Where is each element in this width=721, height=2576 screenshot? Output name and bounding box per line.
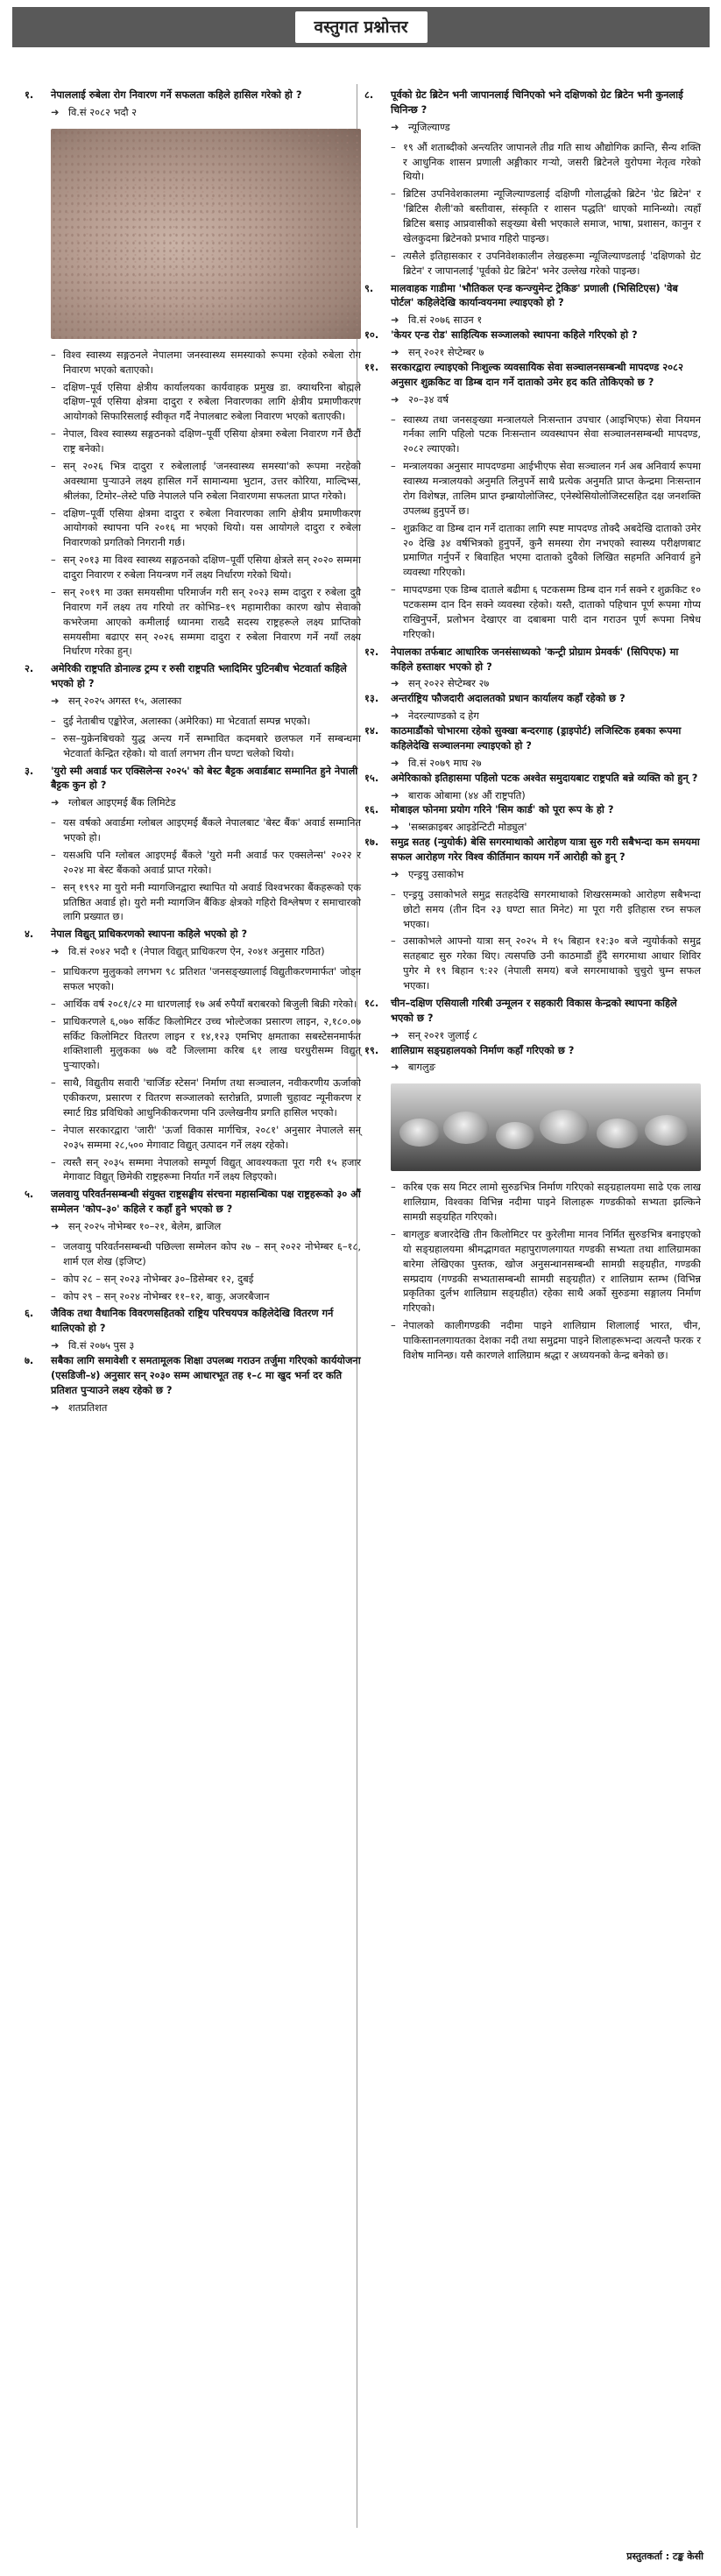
answer-arrow-icon: ➜ <box>391 677 399 690</box>
answer <box>391 709 701 723</box>
answer-point: – जलवायु परिवर्तनसम्बन्धी पछिल्ला सम्मेलन कोप २७ – सन् २०२२ नोभेम्बर ६–१८, शार्म एल शेख (इजिप्ट) <box>51 1239 361 1269</box>
answer-point: – साथै, विद्युतीय सवारी 'चार्जिङ स्टेसन' निर्माण तथा सञ्चालन, नवीकरणीय ऊर्जाको एकीकरण, प्रसारण र वितरण सञ्जालको स्तरोन्नति, प्रणाली चुहावट न्यूनीकरण र स्मार्ट ग्रिड प्रविधिको आधुनिकीकरणमा पनि उल्लेखनीय प्रगति हासिल भएको। <box>51 1076 361 1120</box>
exhibit-shape <box>540 1110 589 1144</box>
answer-point: – ब्रिटिस उपनिवेशकालमा न्यूजिल्याण्डलाई दक्षिणी गोलार्द्धको ब्रिटेन 'ग्रेट ब्रिटेन' र 'ब्रिटिस शैली'को बस्तीवास, संस्कृति र शासन पद्धति' धाएको मानिन्थ्यो। त्यहाँ ब्रिटिस बसाइ आप्रवासीको सङ्ख्या बेसी भएकाले समाज, भाषा, प्रशासन, कानुन र खेलकुदमा ब्रिटेनको प्रभाव गहिरो पाइन्छ। <box>391 187 701 246</box>
answer-text: नेदरल्याण्डको द हेग <box>408 709 479 723</box>
question <box>364 645 701 674</box>
question-number: १. <box>25 88 34 101</box>
question-number: ६. <box>25 1307 34 1320</box>
answer-points <box>51 714 361 761</box>
answer <box>391 1028 701 1043</box>
question <box>364 328 701 342</box>
qa-item <box>364 328 701 360</box>
answer-point: – करिब एक सय मिटर लामो सुरुङभित्र निर्माण गरिएको सङ्ग्रहालयमा साढे एक लाख शालिग्राम, विश्वका विभिन्न नदीमा पाइने शिलाहरू गण्डकीको सभ्यता झल्किने सामग्री सङ्ग्रहित गरिएको। <box>391 1180 701 1224</box>
qa-item <box>364 771 701 803</box>
answer-arrow-icon: ➜ <box>51 945 60 958</box>
answer-point: – सन् २०१९ मा उक्त समयसीमा परिमार्जन गरी सन् २०२३ सम्म दादुरा र रुबेला दुवै निवारण गर्ने लक्ष्य तय गरियो तर कोभिड–१९ महामारीका कारण खोप सेवाको कभरेजमा आएको कमीलाई ध्यानमा राख्दै सदस्य राष्ट्रहरूले लक्ष्य प्राप्तिको समयसीमा बढाएर सन् २०२६ सम्ममा दादुरा र रुबेला निवारण गर्ने नयाँ लक्ष्य निर्धारण गरेका हुन्। <box>51 585 361 659</box>
qa-item <box>25 88 361 659</box>
answer-point: – त्यसैले इतिहासकार र उपनिवेशकालीन लेखहरूमा न्यूजिल्याण्डलाई 'दक्षिणको ग्रेट ब्रिटेन' र जापानलाई 'पूर्वको ग्रेट ब्रिटेन' भनेर उल्लेख गरेको पाइन्छ। <box>391 249 701 279</box>
answer-point: – यस वर्षको अवार्डमा ग्लोबल आइएमई बैंकले नेपालबाट 'बेस्ट बैंक' अवार्ड सम्मानित भएको हो। <box>51 815 361 845</box>
answer-point: – रुस–युक्रेनबिचको युद्ध अन्त्य गर्ने सम्भावित कदमबारे छलफल गर्ने सम्बन्धमा भेटवार्ता केन्द्रित रहेको। यो वार्ता लगभग तीन घण्टा चलेको थियो। <box>51 731 361 761</box>
question-number: ५. <box>25 1188 34 1201</box>
question <box>364 996 701 1026</box>
qa-item <box>25 1306 361 1353</box>
qa-item <box>25 764 361 925</box>
question-text: शालिग्राम सङ्ग्रहालयको निर्माण कहाँ गरिएको छ ? <box>391 1043 575 1056</box>
answer-arrow-icon: ➜ <box>391 1061 399 1074</box>
answer-point: – दक्षिण–पूर्व एसिया क्षेत्रीय कार्यालयका कार्यवाहक प्रमुख डा. क्याथरिना बोह्मले दक्षिण–पूर्व एसिया क्षेत्रमा दादुरा र रुबेला निवारणका लागि क्षेत्रीय प्रमाणीकरण आयोगको सिफारिसलाई स्वीकृत गर्दै नेपालबाट रुबेला निवारण भएको बताएकी। <box>51 380 361 425</box>
answer-point: – दुई नेताबीच एङ्कोरेज, अलास्का (अमेरिका) मा भेटवार्ता सम्पन्न भएको। <box>51 714 361 729</box>
qa-item <box>364 360 701 642</box>
answer-arrow-icon: ➜ <box>391 1028 399 1041</box>
question-text: नेपाललाई रुबेला रोग निवारण गर्ने सफलता कहिले हासिल गरेको हो ? <box>51 88 302 101</box>
question-number: ११. <box>364 360 379 373</box>
question-number: ४. <box>25 928 34 941</box>
question-number: ७. <box>25 1354 34 1366</box>
answer-text: सन् २०२१ जुलाई ८ <box>408 1028 478 1041</box>
answer <box>51 944 361 959</box>
question-number: १८. <box>364 996 379 1009</box>
answer-text: २०–३४ वर्ष <box>408 392 449 406</box>
answer-points <box>51 1239 361 1304</box>
answer <box>51 694 361 709</box>
exhibit-shape <box>399 1119 440 1147</box>
answer-point: – आर्थिक वर्ष २०८१/८२ मा धारणलाई १७ अर्ब रुपैयाँ बराबरको बिजुली बिक्री गरेको। <box>51 997 361 1012</box>
question-text: जलवायु परिवर्तनसम्बन्धी संयुक्त राष्ट्रसङ्घीय संरचना महासन्धिका पक्ष राष्ट्रहरूको ३० औं सम्मेलन 'कोप–३०' कहिले र कहाँ हुने भएको छ ? <box>51 1188 361 1216</box>
question <box>25 1187 361 1217</box>
qa-item <box>364 835 701 993</box>
answer <box>391 867 701 882</box>
question <box>25 661 361 691</box>
question <box>25 88 361 102</box>
question-text: पूर्वको ग्रेट ब्रिटेन भनी जापानलाई चिनिएको भने दक्षिणको ग्रेट ब्रिटेन भनी कुनलाई चिनिन्छ ? <box>391 88 683 116</box>
question-number: ३. <box>25 764 34 777</box>
question <box>364 691 701 706</box>
answer-point: – बागलुङ बजारदेखि तीन किलोमिटर पर कुरेलीमा मानव निर्मित सुरुङभित्र बनाइएको यो सङ्ग्रहालयमा श्रीमद्भागवत महापुराणलगायत गण्डकी सभ्यता तथा शालिग्रामका बारेमा लेखिएका पुस्तक, खोज अनुसन्धानसम्बन्धी सामग्री सङ्ग्रहीत, गण्डकी सम्प्रदाय (गण्डकी सभ्यतासम्बन्धी सामग्री सङ्ग्रहीत) र शालिग्राम स्तम्भ (विभिन्न प्रकृतिका दुर्लभ शालिग्राम सङ्ग्रहीत) रहेका साथै अर्को सुरुङमा सङ्गालय निर्माण गरिएको। <box>391 1227 701 1316</box>
answer-text: वि.सं २०७९ माघ २७ <box>408 756 482 769</box>
question <box>364 281 701 311</box>
rubella-rash-photo <box>51 129 361 339</box>
answer-points <box>51 815 361 924</box>
question-text: अमेरिकी राष्ट्रपति डोनाल्ड ट्रम्प र रुसी राष्ट्रपति भ्लादिमिर पुटिनबीच भेटवार्ता कहिले भएको हो ? <box>51 662 347 690</box>
answer-point: – १९ औं शताब्दीको अन्त्यतिर जापानले तीव्र गति साथ औद्योगिक क्रान्ति, सैन्य शक्ति र आधुनिक शासन प्रणाली अङ्गीकार गऱ्यो, जसरी ब्रिटेनले युरोपमा नेतृत्व गरेको थियो। <box>391 140 701 185</box>
question <box>25 1353 361 1398</box>
answer-text: 'सब्सक्राइबर आइडेन्टिटी मोड्युल' <box>408 821 527 834</box>
answer-point: – प्राधिकरण मुलुकको लगभग ९८ प्रतिशत 'जनसङ्ख्यालाई विद्युतीकरणमार्फत' जोड्न सफल भएको। <box>51 964 361 994</box>
answer <box>51 795 361 810</box>
qa-item <box>364 645 701 692</box>
answer-point: – सन् २०१३ मा विश्व स्वास्थ्य सङ्गठनको दक्षिण–पूर्वी एसिया क्षेत्रले सन् २०२० सम्ममा दादुरा निवारण र रुबेला नियन्त्रण गर्ने लक्ष्य निर्धारण गरेको थियो। <box>51 553 361 582</box>
question-number: १४. <box>364 724 379 737</box>
answer <box>391 756 701 771</box>
answer-arrow-icon: ➜ <box>391 314 399 327</box>
answer-arrow-icon: ➜ <box>51 1339 60 1352</box>
exhibit-shape <box>645 1115 689 1146</box>
answer-points <box>391 140 701 279</box>
answer-text: ग्लोबल आइएमई बैंक लिमिटेड <box>68 796 176 809</box>
qa-item <box>364 802 701 835</box>
question-text: नेपाल विद्युत् प्राधिकरणको स्थापना कहिले भएको हो ? <box>51 928 248 941</box>
question-number: १५. <box>364 771 379 784</box>
answer-point: – मन्त्रालयका अनुसार मापदण्डमा आईभीएफ सेवा सञ्चालन गर्न अब अनिवार्य रूपमा स्वास्थ्य मन्त्रालयको अनुमति लिनुपर्ने साथै प्रत्येक अनुमति प्राप्त केन्द्रमा निःसन्तान रोग विशेषज्ञ, तालिम प्राप्त इम्ब्रायोलोजिस्ट, एनेस्थेसियोलोजिस्टसहित दक्ष जनशक्ति उपलब्ध हुनुपर्ने छ। <box>391 459 701 519</box>
qa-item <box>364 691 701 723</box>
answer-text: वि.सं २०४२ भदौ १ (नेपाल विद्युत् प्राधिकरण ऐन, २०४१ अनुसार गठित) <box>68 945 325 958</box>
question-number: ८. <box>364 88 374 101</box>
question <box>364 1043 701 1058</box>
answer-points <box>51 348 361 660</box>
qa-item <box>25 927 361 1184</box>
answer-arrow-icon: ➜ <box>51 105 60 118</box>
qa-item <box>364 723 701 771</box>
museum-photo <box>391 1083 701 1171</box>
qa-item <box>364 996 701 1043</box>
qa-item <box>25 661 361 760</box>
answer-point: – नेपाल सरकारद्वारा 'जारी' 'ऊर्जा विकास मार्गचित्र, २०८१' अनुसार नेपालले सन् २०३५ सम्ममा २८,५०० मेगावाट विद्युत् उत्पादन गर्ने लक्ष्य रहेको। <box>51 1123 361 1153</box>
answer <box>391 820 701 835</box>
answer-arrow-icon: ➜ <box>391 788 399 801</box>
answer <box>391 392 701 407</box>
answer <box>391 120 701 135</box>
question-text: 'केयर एन्ड रोड' साहित्यिक सञ्जालको स्थापना कहिले गरिएको हो ? <box>391 328 638 342</box>
question-text: 'युरो स्मी अवार्ड फर एक्सिलेन्स २०२५' को बेस्ट बैट्टक अवार्डबाट सम्मानित हुने नेपाली बैट्टक कुन हो ? <box>51 764 358 792</box>
answer-text: न्यूजिल्याण्ड <box>408 120 450 133</box>
question <box>25 1306 361 1336</box>
question-text: मोबाइल फोनमा प्रयोग गरिने 'सिम कार्ड' को पूरा रूप के हो ? <box>391 803 614 816</box>
answer-text: बाराक ओबामा (४४ औं राष्ट्रपति) <box>408 788 526 801</box>
right-column <box>364 88 701 1366</box>
answer-text: बागलुङ <box>408 1061 435 1074</box>
answer-point: – एन्ड्रयु उसाकोभले समुद्र सतहदेखि सगरमाथाको शिखरसम्मको आरोहण सबैभन्दा छोटो समय (तीन दिन २३ घण्टा सात मिनेट) मा पूरा गरी इतिहास रच्न सफल भएका। <box>391 887 701 932</box>
answer <box>391 313 701 328</box>
question-text: चीन–दक्षिण एसियाली गरिबी उन्मूलन र सहकारी विकास केन्द्रको स्थापना कहिले भएको छ ? <box>391 996 677 1024</box>
question <box>364 771 701 786</box>
answer-points <box>51 964 361 1184</box>
answer-point: – कोप २९ – सन् २०२४ नोभेम्बर ११–१२, बाकु, अजरबैजान <box>51 1289 361 1304</box>
question-number: १३. <box>364 692 379 705</box>
credit-line: प्रस्तुतकर्ता : टङ्क केसी <box>626 2550 703 2562</box>
answer-arrow-icon: ➜ <box>391 120 399 133</box>
answer-point: – दक्षिण–पूर्वी एसिया क्षेत्रमा दादुरा र रुबेला निवारणका लागि क्षेत्रीय प्रमाणीकरण आयोगको स्थापना पनि २०१६ मा भएको थियो। यस आयोगले दादुरा र रुबेला निवारणको प्रगतिको निगरानी गर्छ। <box>51 506 361 551</box>
exhibit-shape <box>496 1122 534 1149</box>
question-number: १९. <box>364 1043 379 1056</box>
page-title: वस्तुगत प्रश्नोत्तर <box>295 11 428 43</box>
answer-text: वि.सं २०७६ साउन १ <box>408 314 483 327</box>
question-text: सबैका लागि समावेशी र समतामूलक शिक्षा उपलब्ध गराउन तर्जुमा गरिएको कार्ययोजना (एसडिजी–४) अनुसार सन् २०३० सम्म आधारभूत तह १–८ मा खुद भर्ना दर कति प्रतिशत पुऱ्याउने लक्ष्य रहेको छ ? <box>51 1354 361 1396</box>
question-number: १२. <box>364 645 379 658</box>
answer <box>51 1338 361 1353</box>
answer-arrow-icon: ➜ <box>391 756 399 769</box>
answer-point: – प्राधिकरणले ६,०७० सर्किट किलोमिटर उच्च भोल्टेजका प्रसारण लाइन, २,१८०.०७ सर्किट किलोमिटर वितरण लाइन र १४,१२३ एमभिए क्षमताका सबस्टेसनमार्फत शक्तिशाली मुलुकका ७७ वटै जिल्लामा करिब ६१ लाख घरधुरीसम्म विद्युत् पुऱ्याएको। <box>51 1014 361 1074</box>
qa-item <box>364 88 701 279</box>
qa-item <box>364 1043 701 1363</box>
answer <box>391 345 701 360</box>
question-text: नेपालका तर्फबाट आधारिक जनसंसाध्यको 'कन्ट्री प्रोग्राम प्रेमवर्क' (सिपिएफ) मा कहिले हस्ताक्षर भएको हो ? <box>391 645 679 673</box>
answer-text: एन्ड्रयु उसाकोभ <box>408 867 464 880</box>
answer-arrow-icon: ➜ <box>51 695 60 707</box>
question <box>364 360 701 390</box>
question-number: १६. <box>364 803 379 816</box>
question-text: अमेरिकाको इतिहासमा पहिलो पटक अश्वेत समुदायबाट राष्ट्रपति बन्ने व्यक्ति को हुन् ? <box>391 771 698 784</box>
question <box>25 764 361 794</box>
question-number: ९. <box>364 281 374 294</box>
qa-item <box>25 1353 361 1415</box>
answer-arrow-icon: ➜ <box>51 1220 60 1232</box>
answer-point: – नेपाल, विश्व स्वास्थ्य सङ्गठनको दक्षिण–पूर्वी एसिया क्षेत्रमा रुबेला निवारण गर्ने छैटौं राष्ट्र बनेको। <box>51 427 361 456</box>
question <box>364 88 701 117</box>
answer-text: वि.सं २०८२ भदौ २ <box>68 105 138 118</box>
answer-text: शतप्रतिशत <box>68 1401 108 1414</box>
answer-point: – उसाकोभले आफ्नो यात्रा सन् २०२५ मे १५ बिहान १२:३० बजे न्युयोर्कको समुद्र सतहबाट सुरु गरेका थिए। त्यसपछि उनी काठमाडौं हुँदै सगरमाथा आधार शिविर पुगेर मे १९ बिहान ९:२२ (नेपाली समय) बजे सगरमाथाको चुचुरो चुम्न सफल भएका। <box>391 934 701 993</box>
answer-point: – विश्व स्वास्थ्य सङ्गठनले नेपालमा जनस्वास्थ्य समस्याको रूपमा रहेको रुबेला रोग निवारण भएको बताएको। <box>51 348 361 378</box>
question <box>25 927 361 942</box>
question-text: मालवाहक गाडीमा 'भौतिकल एन्ड कन्ज्युमेन्ट ट्रेकिङ' प्रणाली (भिसिटिएस) 'वेब पोर्टल' कहिलेदेखि कार्यान्वयनमा ल्याइएको हो ? <box>391 281 678 309</box>
question <box>364 723 701 753</box>
question <box>364 802 701 817</box>
answer-points <box>391 413 701 642</box>
answer <box>51 105 361 120</box>
answer <box>51 1219 361 1234</box>
answer-point: – सन् २०२६ भित्र दादुरा र रुबेलालाई 'जनस्वास्थ्य समस्या'को रूपमा नरहेको अवस्थामा पुऱ्याउने लक्ष्य हासिल गर्ने सामान्यमा भुटान, उत्तर कोरिया, माल्दिभ्स, श्रीलंका, टिमोर–लेस्टे पछि नेपालले पनि रुबेला निवारणमा सफलता प्राप्त गरेको। <box>51 459 361 504</box>
header-banner <box>12 7 710 47</box>
answer-arrow-icon: ➜ <box>391 392 399 406</box>
answer-text: सन् २०२२ सेप्टेम्बर २७ <box>408 677 490 690</box>
answer-point: – मापदण्डमा एक डिम्ब दाताले बढीमा ६ पटकसम्म डिम्ब दान गर्न सक्ने र शुक्रकिट १० पटकसम्म दान दिन सक्ने व्यवस्था रहेको। यस्तै, दाताको पहिचान पूर्ण रूपमा गोप्य राखिनुपर्ने, प्रलोभन देखाएर वा दबाबमा पारी दान गराउन पूर्ण रूपमा निषेध गरिएको। <box>391 582 701 642</box>
question-text: सरकारद्वारा ल्याइएको निःशुल्क व्यवसायिक सेवा सञ्चालनसम्बन्धी मापदण्ड २०८२ अनुसार शुक्रकिट वा डिम्ब दान गर्ने दाताको उमेर हद कति तोकिएको छ ? <box>391 360 683 388</box>
answer-point: – त्यस्तै सन् २०३५ सम्ममा नेपालको सम्पूर्ण विद्युत् आवश्यकता पूरा गरी १५ हजार मेगावाट विद्युत् छिमेकी राष्ट्रहरूमा निर्यात गर्ने लक्ष्य लिइएको। <box>51 1155 361 1185</box>
question-text: समुद्र सतह (न्युयोर्क) बेसि सगरमाथाको आरोहण यात्रा सुरु गरी सबैभन्दा कम समयमा सफल आरोहण गरेर विश्व कीर्तिमान कायम गर्ने आरोही को हुन् ? <box>391 836 700 863</box>
answer-point: – सन् १९९२ मा युरो मनी म्यागजिनद्वारा स्थापित यो अवार्ड विश्वभरका बैंकहरूको एक प्रतिष्ठित अवार्ड हो। युरो मनी म्यागजिन बैंकिङ क्षेत्रको गहिरो विश्लेषण र समाचारको लागि प्रख्यात छ। <box>51 880 361 925</box>
question-number: २. <box>25 662 34 675</box>
answer <box>391 676 701 691</box>
answer <box>51 1401 361 1415</box>
answer-point: – स्वास्थ्य तथा जनसङ्ख्या मन्त्रालयले निःसन्तान उपचार (आइभिएफ) सेवा नियमन गर्नका लागि पहिलो पटक निःसन्तान व्यवस्थापन सेवा सञ्चालनसम्बन्धी मापदण्ड, २०८२ ल्याएको। <box>391 413 701 457</box>
question <box>364 835 701 865</box>
answer <box>391 788 701 803</box>
answer-point: – यसअघि पनि ग्लोबल आइएमई बैंकले 'युरो मनी अवार्ड फर एक्सलेन्स' २०२२ र २०२४ मा बेस्ट बैंकको अवार्ड प्राप्त गरेको। <box>51 848 361 878</box>
question-text: काठमाडौंको चोभारमा रहेको सुक्खा बन्दरगाह (ड्राइपोर्ट) लजिस्टिक हबका रूपमा कहिलेदेखि सञ्चालनमा ल्याइएको हो ? <box>391 724 682 752</box>
question-text: अन्तर्राष्ट्रिय फौजदारी अदालतको प्रधान कार्यालय कहाँ रहेको छ ? <box>391 692 626 705</box>
question-number: १७. <box>364 836 379 849</box>
answer-points <box>391 887 701 993</box>
question-number: १०. <box>364 328 379 342</box>
left-column <box>25 88 361 1415</box>
answer-text: सन् २०२५ अगस्त १५, अलास्का <box>68 695 182 707</box>
exhibit-shape <box>597 1119 639 1148</box>
answer-arrow-icon: ➜ <box>391 709 399 723</box>
answer-points <box>391 1180 701 1363</box>
answer-text: सन् २०२१ सेप्टेम्बर ७ <box>408 346 484 358</box>
answer-arrow-icon: ➜ <box>51 796 60 809</box>
answer-text: वि.सं २०७५ पुस ३ <box>68 1339 135 1352</box>
answer-arrow-icon: ➜ <box>391 821 399 834</box>
answer-point: – कोप २८ – सन् २०२३ नोभेम्बर ३०–डिसेम्बर १२, दुबई <box>51 1272 361 1287</box>
answer-arrow-icon: ➜ <box>391 346 399 358</box>
answer <box>391 1060 701 1075</box>
answer-point: – शुक्रकिट वा डिम्ब दान गर्ने दाताका लागि स्पष्ट मापदण्ड तोक्दै अबदेखि दाताको उमेर २० देखि ३४ वर्षभित्रको हुनुपर्ने, कुनै समस्या रोग नभएको स्वास्थ्य परीक्षणबाट प्रमाणित गर्नुपर्ने र बिवाहित भएमा दाताको दुवैको लिखित सहमति अनिवार्य हुने व्यवस्था गरिएको। <box>391 521 701 581</box>
question-text: जैविक तथा वैधानिक विवरणसहितको राष्ट्रिय परिचयपत्र कहिलेदेखि वितरण गर्न थालिएको हो ? <box>51 1307 334 1335</box>
exhibit-shape <box>443 1112 489 1143</box>
qa-item <box>364 281 701 328</box>
answer-arrow-icon: ➜ <box>51 1401 60 1414</box>
qa-item <box>25 1187 361 1303</box>
answer-point: – नेपालको कालीगण्डकी नदीमा पाइने शालिग्राम शिलालाई भारत, चीन, पाकिस्तानलगायतका देशका नदी तथा समुद्रमा पाइने शिलाहरूभन्दा अत्यन्तै फरक र विशेष मानिन्छ। यसै कारणले शालिग्राम श्रद्धा र अध्ययनको केन्द्र बनेको छ। <box>391 1318 701 1363</box>
answer-arrow-icon: ➜ <box>391 867 399 880</box>
answer-text: सन् २०२५ नोभेम्बर १०–२१, बेलेम, ब्राजिल <box>68 1220 222 1232</box>
